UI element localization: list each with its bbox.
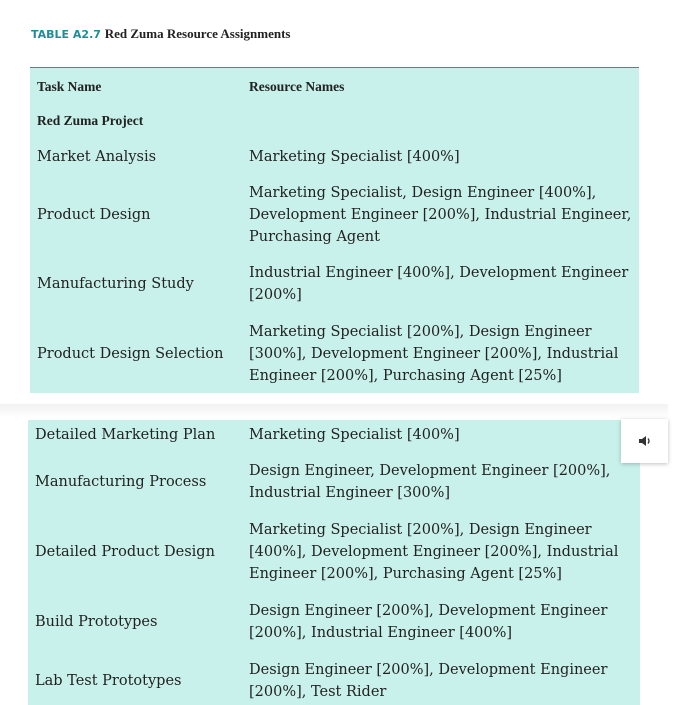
resource-names: Design Engineer [200%], Development Engineer [200%], Industrial Engineer [400%] bbox=[249, 603, 608, 641]
task-name: Manufacturing Study bbox=[37, 276, 194, 292]
table-row bbox=[28, 424, 640, 446]
task-name: Detailed Product Design bbox=[35, 544, 215, 560]
task-name: Product Design bbox=[37, 207, 151, 223]
project-row bbox=[30, 110, 639, 132]
table-row bbox=[28, 659, 640, 703]
table-row bbox=[30, 262, 639, 306]
task-name: Manufacturing Process bbox=[35, 474, 207, 490]
resource-names: Design Engineer [200%], Development Engineer [200%], Test Rider bbox=[249, 662, 608, 700]
task-name: Product Design Selection bbox=[37, 346, 224, 362]
table-row bbox=[30, 182, 639, 248]
resource-names: Industrial Engineer [400%], Development Engineer [200%] bbox=[249, 265, 629, 303]
table-row bbox=[28, 600, 640, 644]
task-name: Lab Test Prototypes bbox=[35, 673, 182, 689]
resource-names: Marketing Specialist [200%], Design Engineer [300%], Development Engineer [200%], Industrial Engineer [200%], Purchasing Agent [25%] bbox=[249, 324, 619, 384]
table-row bbox=[30, 146, 639, 168]
table-section-bottom bbox=[28, 420, 640, 705]
task-name: Market Analysis bbox=[37, 149, 157, 165]
table-row bbox=[28, 460, 640, 504]
table-row bbox=[28, 519, 640, 585]
header-resource-names: Resource Names bbox=[249, 79, 345, 94]
table-section-top bbox=[30, 67, 639, 393]
read-aloud-button[interactable] bbox=[621, 419, 668, 463]
project-title: Red Zuma Project bbox=[37, 113, 144, 128]
resource-names: Design Engineer, Development Engineer [200%], Industrial Engineer [300%] bbox=[249, 463, 611, 501]
table-number: TABLE A2.7 bbox=[31, 28, 101, 41]
task-name: Build Prototypes bbox=[35, 614, 158, 630]
table-header-row bbox=[30, 76, 639, 98]
resource-names: Marketing Specialist [200%], Design Engineer [400%], Development Engineer [200%], Industrial Engineer [200%], Purchasing Agent [25%] bbox=[249, 522, 619, 582]
resource-names: Marketing Specialist [400%] bbox=[249, 427, 460, 443]
table-caption bbox=[31, 26, 290, 43]
table-row bbox=[30, 321, 639, 387]
table-title: Red Zuma Resource Assignments bbox=[104, 26, 291, 41]
resource-names: Marketing Specialist [400%] bbox=[249, 149, 460, 165]
task-name: Detailed Marketing Plan bbox=[35, 427, 216, 443]
section-divider bbox=[0, 404, 668, 418]
resource-names: Marketing Specialist, Design Engineer [400%], Development Engineer [200%], Industrial Engineer, Purchasing Agent bbox=[249, 185, 632, 245]
header-task-name: Task Name bbox=[37, 79, 102, 94]
speaker-icon bbox=[638, 435, 652, 447]
